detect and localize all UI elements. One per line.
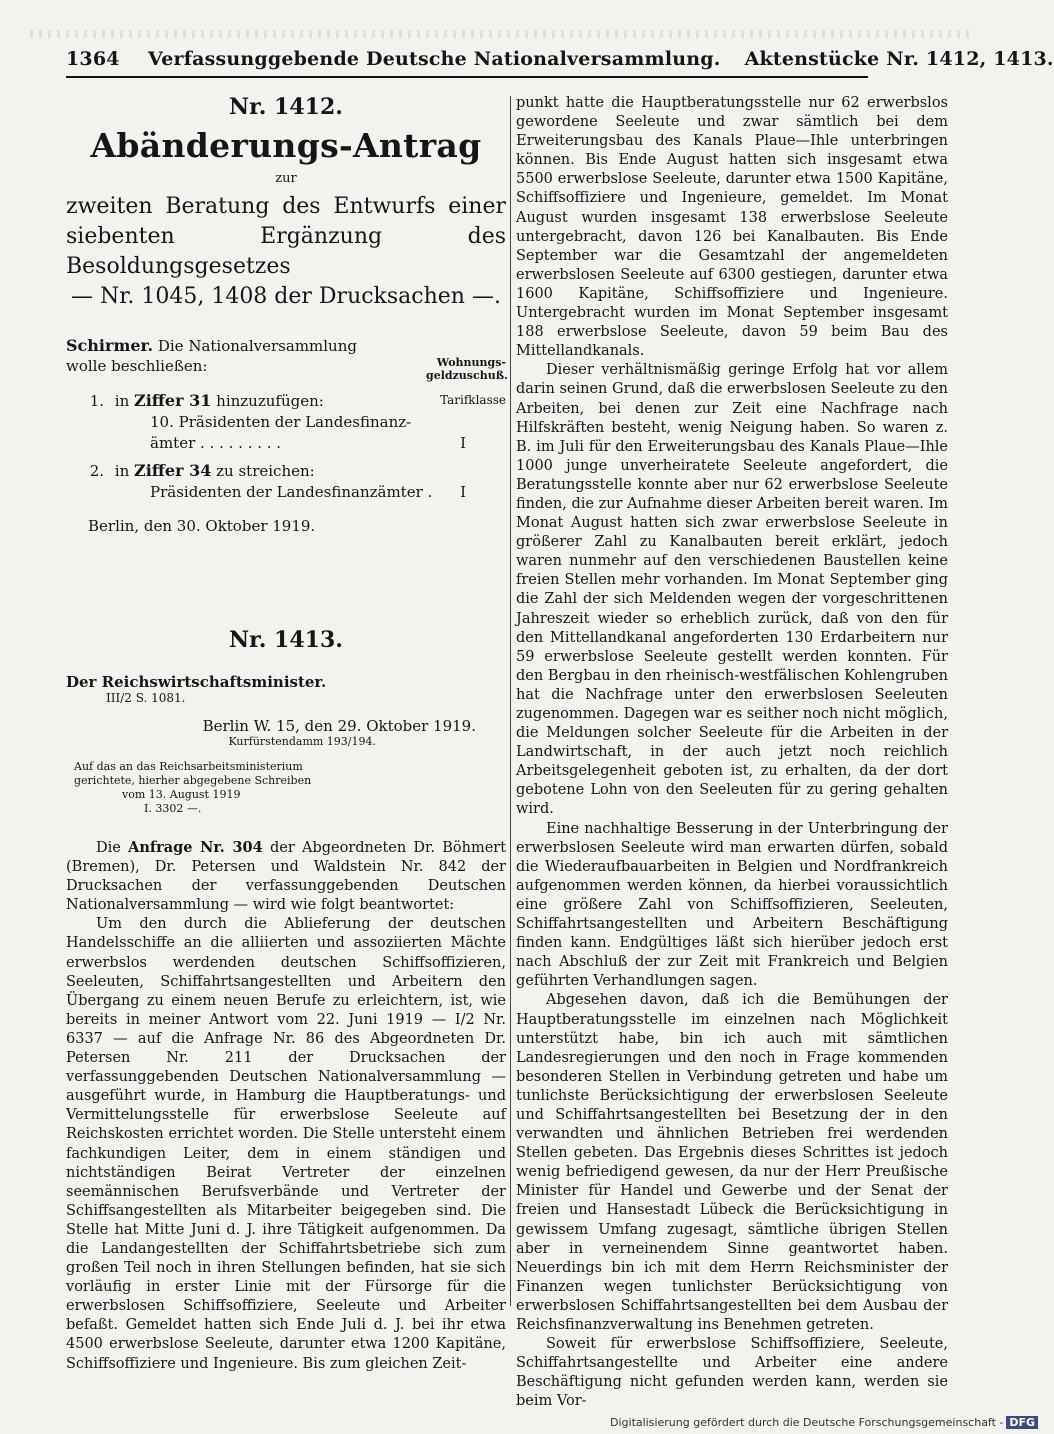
address: Kurfürstendamm 193/194. — [228, 735, 376, 748]
item-number: 1. — [89, 392, 104, 410]
left-column — [66, 94, 506, 1374]
right-column — [516, 94, 948, 1411]
paragraph-start: Die — [96, 840, 121, 856]
paragraph: Um den durch die Ablieferung der deutschen Handelsschiffe an die alliierten und assoziierten Mächte erwerbslos werdenden deutschen Schiffsoffizieren, Seeleuten, Schiffahrtsangestellten und Arbeitern den Übergang zu einem neuen Berufe zu erleichtern, ist, wie bereits in meiner Antwort vom 22. Juni 1919 — I/2 Nr. 6337 — auf die Anfrage Nr. 86 des Abgeordneten Dr. Petersen Nr. 211 der Drucksachen der verfassunggebenden Deutschen Nationalversammlung — ausgeführt wurde, in Hamburg die Hauptberatungs- und Vermittelungsstelle für erwerbslose Seeleute auf Reichskosten errichtet worden. Die Stelle untersteht einem fachkundigen Leiter, dem in einem ständigen und nichtständigen Beirat Vertreter der einzelnen seemännischen Berufsverbände und Vertreter der Schiffsangestellten als Mitarbeiter beigegeben sind. Die Stelle hat Mitte Juni d. J. ihre Tätigkeit aufgenommen. Da die Landangestellten der Schiffahrtsbetriebe sich zum großen Teil noch in ihren Stellungen befinden, hat sie sich vorläufig in erster Linie mit der Fürsorge für die erwerbslosen Schiffsoffiziere, Seeleute und Arbeiter befaßt. Gemeldet hatten sich Ende Juli d. J. bei ihr etwa 4500 erwerbslose Seeleute, darunter etwa 1200 Kapitäne, Schiffsoffiziere und Ingenieure. Bis zum gleichen Zeit- — [66, 916, 506, 1372]
side-label-wohnungsgeld: Wohnungs- geldzuschuß. — [426, 356, 508, 382]
note-line: vom 13. August 1919 — [122, 788, 241, 801]
dateline: Berlin W. 15, den 29. Oktober 1919. — [202, 717, 476, 735]
answer-body-left — [66, 838, 506, 1374]
paragraph-text: der Abgeordneten Dr. Böhmert (Bremen), Dr. Petersen und Waldstein Nr. 842 der Drucksachen der verfassunggebenden Deutschen Nationalversammlung — wird wie folgt beantwortet: — [66, 840, 507, 914]
paragraph: Abgesehen davon, daß ich die Bemühungen der Hauptberatungsstelle im einzelnen nach Möglichkeit unterstützt habe, bin ich auch mit sämtlichen Landesregierungen und den noch in Frage kommenden besonderen Stellen in Verbindung getreten und habe um tunlichste Berücksichtigung der erwerbslosen Seeleute und Schiffahrtsangestellten bei Besetzung der in den verwandten und ähnlichen Betrieben frei werdenden Stellen gebeten. Das Ergebnis dieses Schrittes ist jedoch wenig befriedigend gewesen, da nur der Herr Preußische Minister für Handel und Gewerbe und der Senat der freien und Hansestadt Lübeck die Berücksichtigung in gewissem Umfang zugesagt, sämtliche übrigen Stellen aber in verneinendem Sinne geantwortet haben. Neuerdings bin ich mit dem Herrn Reichsminister der Finanzen wegen tunlichster Berücksichtigung von erwerbslosen Schiffahrtsangestellten bei dem Ausbau der Reichsfinanzverwaltung ins Benehmen getreten. — [516, 992, 948, 1333]
column-divider — [510, 96, 511, 1306]
sender: Der Reichswirtschaftsminister. — [66, 673, 327, 691]
item-subline-a: 10. Präsidenten der Landesfinanz- — [150, 413, 412, 431]
inquiry-reference: Anfrage Nr. 304 — [128, 839, 263, 856]
document-number-1413: Nr. 1413. — [229, 627, 343, 653]
document-number-1412: Nr. 1412. — [229, 94, 343, 120]
item-action: hinzuzufügen: — [216, 392, 324, 410]
motion-title: Abänderungs-Antrag — [90, 126, 482, 165]
item-subline-b-text: ämter . . . . . . . . . — [150, 434, 282, 452]
paragraph: Dieser verhältnismäßig geringe Erfolg hat vor allem darin seinen Grund, daß die erwerbslosen Seeleute zu den Arbeiten, bei denen zur Zeit eine Nachfrage nach Hilfskräften besteht, wenig Neigung haben. So waren z. B. im Juli für den Erweiterungsbau des Kanals Plaue—Ihle 1000 junge unverheiratete Seeleute angefordert, die Beratungsstelle konnte aber nur 62 erwerbslose Seeleute finden, die zur Aufnahme dieser Arbeiten bereit waren. Im Monat August hatten sich zwar erwerbslose Seeleute in größerer Zahl zu Kanalbauten bereit erklärt, jedoch waren nunmehr auf den verschiedenen Baustellen keine freien Stellen mehr vorhanden. Im Monat September ging die Zahl der sich Meldenden wegen der vorgeschrittenen Jahreszeit wieder so erheblich zurück, daß von den für den Mittellandkanal angeforderten 130 Erdarbeitern nur 59 erwerbslose Seeleute gestellt werden konnten. Für den Bergbau in den rheinisch-westfälischen Kohlengruben hat die Nachfrage unter den erwerbslosen Seeleuten zugenommen. Dagegen war es seither noch nicht möglich, die Meldungen solcher Seeleute für die Arbeiten in der Landwirtschaft, in der auch jetzt noch reichlich Arbeitsgelegenheit geboten ist, zu erhalten, da der dort gebotene Lohn von den Seeleuten für zu gering gehalten wird. — [516, 362, 948, 818]
motion-subtitle — [66, 192, 506, 312]
scan-artifact — [30, 30, 975, 38]
item-ziffer: Ziffer 34 — [134, 461, 212, 480]
reference-number: III/2 S. 1081. — [106, 691, 186, 705]
item-ziffer: Ziffer 31 — [134, 391, 212, 410]
note-line: gerichtete, hierher abgegebene Schreiben — [74, 774, 312, 787]
motion-body — [66, 336, 508, 382]
header-title: Verfassunggebende Deutsche Nationalversammlung. — [148, 48, 721, 70]
zur-word: zur — [275, 171, 297, 186]
answer-body-right — [516, 94, 948, 1411]
subtitle-text: zweiten Beratung des Entwurfs einer siebenten Ergänzung des Besoldungsgesetzes — [66, 194, 506, 279]
note-line: Auf das an das Reichsarbeitsministerium — [74, 760, 303, 773]
item-action: zu streichen: — [216, 462, 315, 480]
item-prefix: in — [114, 462, 130, 480]
header-rule — [66, 76, 868, 78]
page-number: 1364 — [66, 48, 120, 70]
item-number: 2. — [89, 462, 104, 480]
credit-text: Digitalisierung gefördert durch die Deutsche Forschungsgemeinschaft - — [610, 1416, 1004, 1429]
dfg-logo: DFG — [1006, 1416, 1038, 1429]
item-subline — [66, 482, 506, 503]
motion-item-2 — [66, 460, 506, 503]
paragraph — [66, 838, 506, 915]
reference-note — [66, 760, 374, 816]
motion-text: Die Nationalversammlung wolle beschließen: — [66, 337, 357, 375]
running-header — [66, 48, 1054, 70]
item-value: I — [460, 434, 466, 452]
item-value: I — [460, 483, 466, 501]
item-subline-b — [66, 433, 506, 454]
tarif-label: Tarifklasse — [440, 393, 506, 407]
item-subline-text: Präsidenten der Landesfinanzämter . — [150, 483, 433, 501]
proposer-name: Schirmer. — [66, 336, 154, 355]
place-date: Berlin, den 30. Oktober 1919. — [88, 517, 316, 535]
header-documents: Aktenstücke Nr. 1412, 1413. — [744, 48, 1054, 70]
paragraph: Soweit für erwerbslose Schiffsoffiziere, Seeleute, Schiffahrtsangestellte und Arbeiter eine andere Beschäftigung nicht gefunden werden kann, werden sie beim Vor- — [516, 1336, 948, 1410]
subtitle-reference: — Nr. 1045, 1408 der Drucksachen —. — [71, 284, 501, 309]
note-line: I. 3302 —. — [144, 802, 202, 815]
paragraph: punkt hatte die Hauptberatungsstelle nur 62 erwerbslos gewordene Seeleute und zwar sämtlich bei dem Erweiterungsbau des Kanals Plaue—Ihle unterbringen können. Bis Ende August hatten sich insgesamt etwa 5500 erwerbslose Seeleute, darunter etwa 1500 Kapitäne, Schiffsoffiziere und Ingenieure, gemeldet. Im Monat August wurden insgesamt 138 erwerbslose Seeleute untergebracht, davon 126 bei Kanalbauten. Bis Ende September war die Gesamtzahl der angemeldeten erwerbslosen Seeleute auf 6300 gestiegen, darunter etwa 1600 Kapitäne, Schiffsoffiziere und Ingenieure. Untergebracht wurden im Monat September insgesamt 188 erwerbslose Seeleute, davon 59 beim Bau des Mittellandkanals. — [516, 95, 948, 360]
paragraph: Eine nachhaltige Besserung in der Unterbringung der erwerbslosen Seeleute wird man erwarten dürfen, sobald die Wiederaufbauarbeiten in Belgien und Nordfrankreich aufgenommen werden können, da hierbei voraussichtlich eine größere Zahl von Schiffsoffizieren, Seeleuten, Schiffahrtsangestellten und Arbeitern Beschäftigung finden kann. Endgültiges läßt sich hierüber jedoch erst nach Abschluß der zur Zeit mit Frankreich und Belgien geführten Verhandlungen sagen. — [516, 820, 948, 990]
motion-item-1 — [66, 390, 506, 454]
digitization-credit — [610, 1416, 1038, 1429]
item-prefix: in — [114, 392, 130, 410]
